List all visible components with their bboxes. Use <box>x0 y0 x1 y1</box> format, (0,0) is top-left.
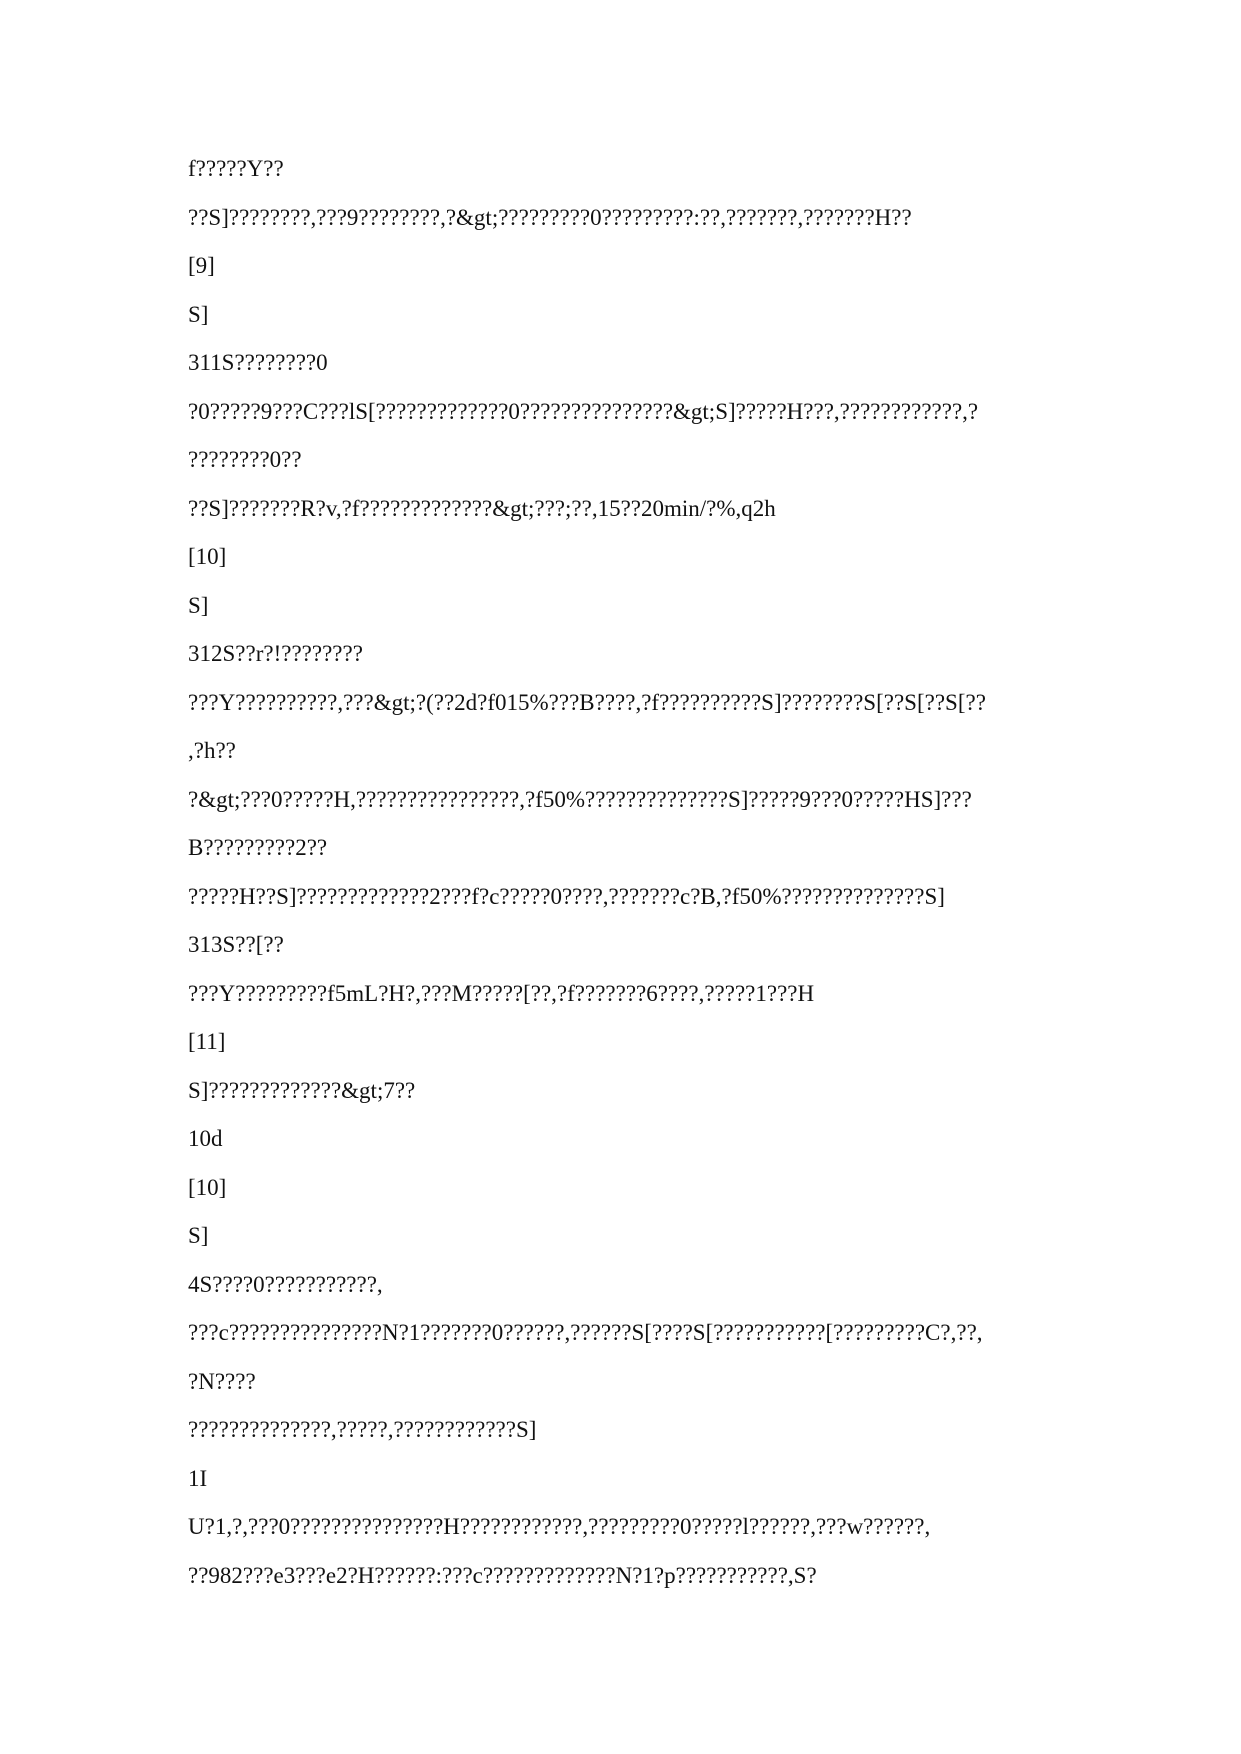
text-line: [9] <box>188 253 215 278</box>
body-text <box>188 155 1088 1610</box>
text-line: ??????????????,?????,????????????S] <box>188 1417 537 1442</box>
text-line: ,?h?? <box>188 738 236 763</box>
text-line: S] <box>188 1223 209 1248</box>
text-line: 4S????0???????????, <box>188 1271 383 1297</box>
text-line: [10] <box>188 1174 227 1200</box>
text-line: S] <box>188 301 209 327</box>
text-line: [10] <box>188 544 227 569</box>
text-line: 10d <box>188 1126 223 1151</box>
text-line: ?0?????9???C???lS[?????????????0???????????????&gt;S]?????H???,????????????,? <box>188 398 979 424</box>
text-line: ?&gt;???0?????H,????????????????,?f50%??????????????S]?????9???0?????HS]??? <box>188 786 972 812</box>
text-line: 1I <box>188 1465 208 1491</box>
text-line: S] <box>188 592 209 618</box>
text-line: 312S??r?!???????? <box>188 641 363 666</box>
text-line: ??S]???????R?v,?f?????????????&gt;???;??,15??20min/?%,q2h <box>188 495 776 521</box>
text-line: ??982???e3???e2?H??????:???c?????????????N?1?p???????????,S? <box>188 1562 817 1588</box>
text-line: ????????0?? <box>188 447 302 472</box>
text-line: ???Y?????????f5mL?H?,???M?????[??,?f???????6????,?????1???H <box>188 980 815 1006</box>
text-line: ???c???????????????N?1???????0??????,??????S[????S[???????????[?????????C?,??, <box>188 1320 983 1345</box>
text-line: ?N???? <box>188 1368 256 1394</box>
text-line: 313S??[?? <box>188 932 284 957</box>
text-line: U?1,?,???0???????????????H????????????,?????????0?????l??????,???w??????, <box>188 1514 931 1539</box>
text-line: f?????Y?? <box>188 156 284 181</box>
text-line: ?????H??S]?????????????2???f?c?????0????,???????c?B,?f50%??????????????S] <box>188 883 945 909</box>
text-line: B?????????2?? <box>188 835 328 860</box>
text-line: S]?????????????&gt;7?? <box>188 1077 416 1103</box>
text-line: ??S]????????,???9????????,?&gt;?????????0?????????:??,???????,???????H?? <box>188 204 912 230</box>
text-line: ???Y??????????,???&gt;?(??2d?f015%???B????,?f??????????S]????????S[??S[??S[?? <box>188 689 986 715</box>
text-line: 311S????????0 <box>188 350 328 375</box>
text-line: [11] <box>188 1029 226 1054</box>
